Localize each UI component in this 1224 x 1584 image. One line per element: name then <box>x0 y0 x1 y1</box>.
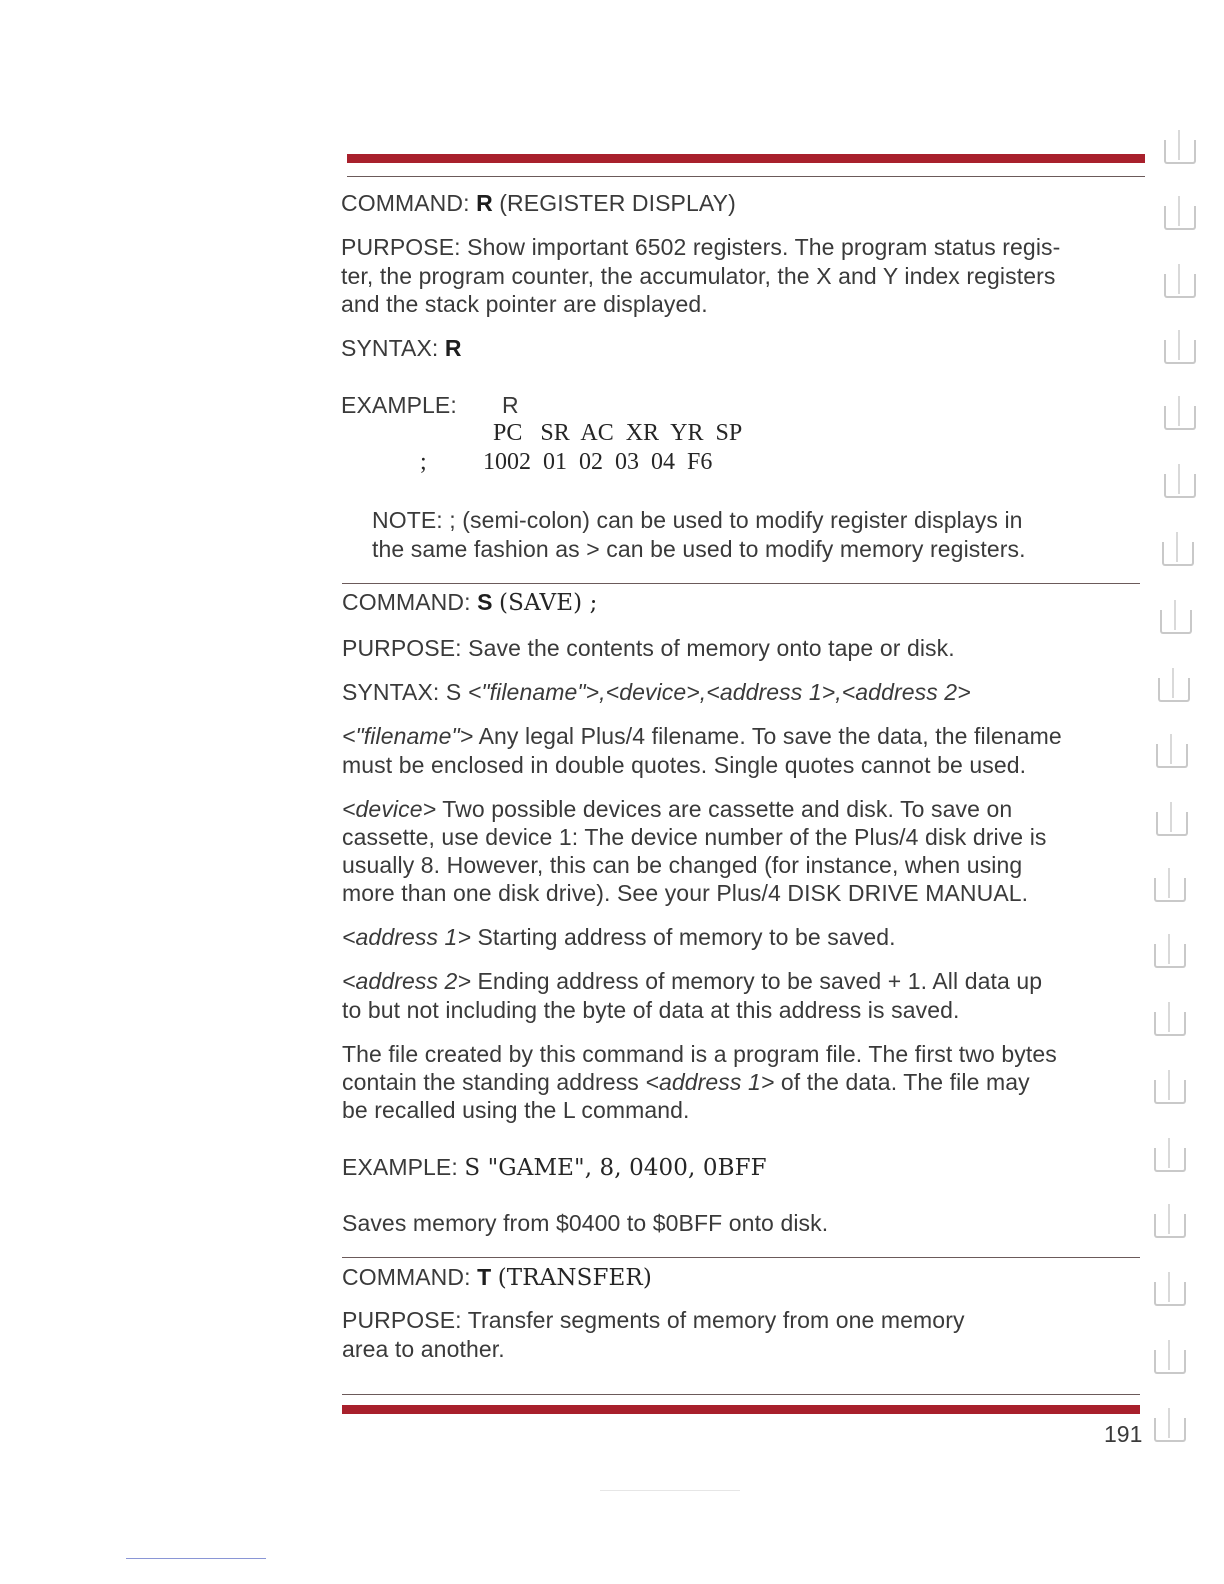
device-desc: Two possible devices are cassette and disk. To save on <box>442 796 1013 822</box>
save-address2-line-1 <box>342 967 1042 996</box>
binder-ring-icon <box>1154 1418 1186 1442</box>
file-line-post: of the data. The file may <box>780 1069 1030 1095</box>
command-name: (TRANSFER) <box>497 1265 652 1291</box>
save-device-line-3: usually 8. However, this can be changed (for instance, when using <box>342 852 1023 878</box>
binder-ring-icon <box>1154 1282 1186 1306</box>
file-line-pre: contain the standing address <box>342 1069 639 1095</box>
address2-term: <address 2> <box>342 968 471 994</box>
syntax-key: R <box>444 335 462 361</box>
file-line-term: <address 1> <box>645 1069 775 1095</box>
binder-ring-icon <box>1154 1214 1186 1238</box>
divider-save <box>342 583 1140 584</box>
save-filename-line-2: must be enclosed in double quotes. Single quotes cannot be used. <box>342 752 1027 778</box>
register-example-cmd: R <box>502 392 519 418</box>
register-example-prefix: ; <box>420 449 427 475</box>
purpose-text: Show important 6502 registers. The program status regis- <box>467 234 1061 260</box>
purpose-label: PURPOSE: <box>342 635 462 661</box>
binder-ring-icon <box>1164 206 1196 230</box>
register-example-header: PC SR AC XR YR SP <box>493 420 743 446</box>
save-address1 <box>342 923 896 952</box>
register-command-heading <box>341 189 736 218</box>
binder-ring-icon <box>1158 678 1190 702</box>
binder-ring-icon <box>1164 274 1196 298</box>
purpose-label: PURPOSE: <box>342 1307 462 1333</box>
example-label: EXAMPLE: <box>342 1154 458 1180</box>
register-example-label: EXAMPLE: <box>341 392 457 418</box>
scan-artifact-line <box>600 1490 740 1491</box>
transfer-command-heading <box>342 1263 652 1293</box>
save-file-line-2 <box>342 1068 1030 1097</box>
syntax-args: <"filename">,<device>,<address 1>,<address 2> <box>467 679 971 705</box>
purpose-text: Transfer segments of memory from one memory <box>467 1307 965 1333</box>
save-device-line-2: cassette, use device 1: The device number of the Plus/4 disk drive is <box>342 824 1047 850</box>
save-example-desc: Saves memory from $0400 to $0BFF onto disk. <box>342 1210 829 1236</box>
save-file-line-3: be recalled using the L command. <box>342 1097 690 1123</box>
binder-ring-icon <box>1164 140 1196 164</box>
scan-artifact-line <box>126 1558 266 1559</box>
register-purpose-line-3: and the stack pointer are displayed. <box>341 291 708 317</box>
binder-ring-icon <box>1160 610 1192 634</box>
filename-term: <"filename"> <box>342 723 474 749</box>
address1-desc: Starting address of memory to be saved. <box>477 924 896 950</box>
command-name: (REGISTER DISPLAY) <box>499 190 736 216</box>
filename-desc: Any legal Plus/4 filename. To save the data, the filename <box>478 723 1062 749</box>
command-label: COMMAND: <box>342 589 471 615</box>
save-file-line-1: The file created by this command is a program file. The first two bytes <box>342 1041 1057 1067</box>
binder-ring-icon <box>1154 1148 1186 1172</box>
save-filename-line-1 <box>342 722 1062 751</box>
save-purpose <box>342 634 955 663</box>
command-name: (SAVE) ; <box>499 590 598 616</box>
binder-ring-icon <box>1164 406 1196 430</box>
register-note-line-1: NOTE: ; (semi-colon) can be used to modify register displays in <box>372 507 1023 533</box>
binder-ring-icon <box>1154 1350 1186 1374</box>
save-syntax <box>342 678 971 707</box>
command-label: COMMAND: <box>341 190 470 216</box>
purpose-text: Save the contents of memory onto tape or disk. <box>468 635 955 661</box>
device-term: <device> <box>342 796 437 822</box>
syntax-label: SYNTAX: <box>341 335 439 361</box>
transfer-purpose-line-2: area to another. <box>342 1336 505 1362</box>
command-label: COMMAND: <box>342 1264 471 1290</box>
binder-ring-icon <box>1154 878 1186 902</box>
binder-ring-icon <box>1164 474 1196 498</box>
top-red-rule <box>347 154 1145 163</box>
binder-ring-icon <box>1156 812 1188 836</box>
syntax-label: SYNTAX: S <box>342 679 462 705</box>
save-address2-line-2: to but not including the byte of data at this address is saved. <box>342 997 960 1023</box>
register-purpose-line-1 <box>341 233 1060 262</box>
address1-term: <address 1> <box>342 924 471 950</box>
register-example-values: 1002 01 02 03 04 F6 <box>483 449 713 475</box>
binder-ring-icon <box>1154 944 1186 968</box>
top-thin-rule <box>347 176 1145 177</box>
purpose-label: PURPOSE: <box>341 234 461 260</box>
binder-ring-icon <box>1156 744 1188 768</box>
example-cmd: S "GAME", 8, 0400, 0BFF <box>464 1155 767 1181</box>
save-command-heading <box>342 588 597 618</box>
divider-transfer <box>342 1257 1140 1258</box>
register-syntax <box>341 334 462 363</box>
command-key: R <box>476 190 493 216</box>
command-key: S <box>477 589 493 615</box>
register-note-line-2: the same fashion as > can be used to modify memory registers. <box>372 536 1026 562</box>
bottom-red-rule <box>342 1405 1140 1414</box>
page-number: 191 <box>1104 1421 1143 1447</box>
transfer-purpose-line-1 <box>342 1306 965 1335</box>
bottom-thin-rule <box>342 1394 1140 1395</box>
binder-ring-icon <box>1162 542 1194 566</box>
command-key: T <box>477 1264 492 1290</box>
binder-ring-icon <box>1154 1080 1186 1104</box>
register-purpose-line-2: ter, the program counter, the accumulator, the X and Y index registers <box>341 263 1056 289</box>
save-device-line-4: more than one disk drive). See your Plus/4 DISK DRIVE MANUAL. <box>342 880 1029 906</box>
binder-ring-icon <box>1164 340 1196 364</box>
binder-ring-icon <box>1154 1012 1186 1036</box>
save-example <box>342 1153 767 1183</box>
address2-desc: Ending address of memory to be saved + 1. All data up <box>477 968 1043 994</box>
save-device-line-1 <box>342 795 1012 824</box>
